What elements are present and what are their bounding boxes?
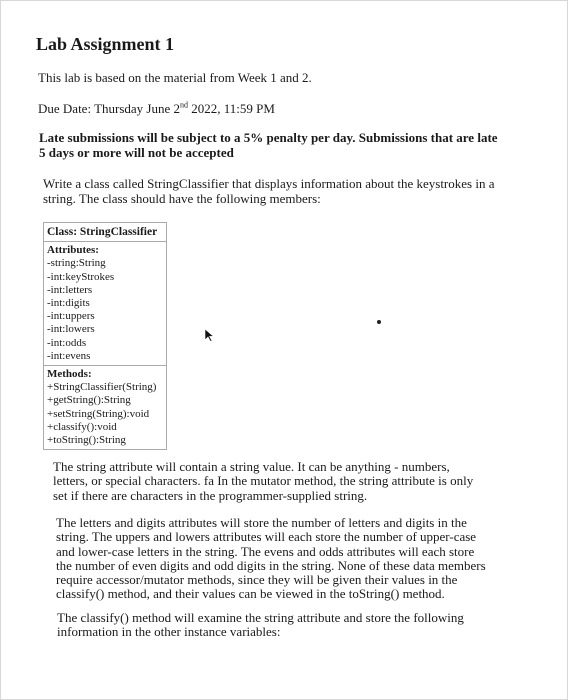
- late-policy: Late submissions will be subject to a 5% penalty per day. Submissions that are late 5 days or more will not be accepted: [39, 130, 498, 160]
- uml-attributes-section: [44, 242, 166, 365]
- uml-attribute: -int:lowers: [47, 323, 95, 336]
- due-date-prefix: Due Date: Thursday June 2: [38, 101, 181, 116]
- paragraph-string-attribute: The string attribute will contain a string value. It can be anything - numbers, letters, or special characters. fa In the mutator method, the string attribute is only set if there are characters in the programmer-supplied string.: [53, 459, 474, 503]
- uml-method: +classify():void: [47, 420, 117, 433]
- intro-text: This lab is based on the material from Week 1 and 2.: [38, 70, 312, 85]
- uml-methods-label: Methods:: [47, 368, 92, 381]
- uml-method: +getString():String: [47, 394, 131, 407]
- uml-methods-section: [44, 365, 166, 449]
- due-date: [38, 101, 275, 116]
- uml-attribute: -int:uppers: [47, 310, 95, 323]
- due-date-ordinal: nd: [180, 100, 189, 110]
- uml-attribute: -string:String: [47, 257, 106, 270]
- uml-attribute: -int:odds: [47, 336, 87, 349]
- uml-attribute: -int:digits: [47, 297, 90, 310]
- uml-class-diagram: [43, 222, 167, 450]
- uml-attribute: -int:keyStrokes: [47, 270, 115, 283]
- uml-methods-list: [47, 381, 164, 447]
- mouse-pointer-icon: [204, 328, 214, 342]
- uml-method: +toString():String: [47, 434, 126, 447]
- page-title: Lab Assignment 1: [36, 34, 175, 54]
- task-description: Write a class called StringClassifier that displays information about the keystrokes in a string. The class should have the following members:: [43, 176, 495, 206]
- paragraph-counters: The letters and digits attributes will store the number of letters and digits in the string. The uppers and lowers attributes will each store the number of upper-case and lower-case letters in the string. The evens and odds attributes will each store the number of even digits and odd digits in the string. None of these data members require accessor/mutator methods, since they will be given their values in the classify() method, and their values can be viewed in the toString() method.: [56, 515, 486, 602]
- uml-class-title: Class: StringClassifier: [44, 223, 166, 242]
- uml-attribute: -int:evens: [47, 349, 91, 362]
- paragraph-classify: The classify() method will examine the string attribute and store the following information in the other instance variables:: [57, 610, 464, 640]
- uml-method: +StringClassifier(String): [47, 381, 157, 394]
- due-date-rest: 2022, 11:59 PM: [188, 101, 275, 116]
- uml-attributes-list: [47, 257, 164, 363]
- uml-method: +setString(String):void: [47, 407, 150, 420]
- uml-attribute: -int:letters: [47, 283, 93, 296]
- stray-dot: [377, 320, 381, 324]
- uml-attributes-label: Attributes:: [47, 244, 99, 257]
